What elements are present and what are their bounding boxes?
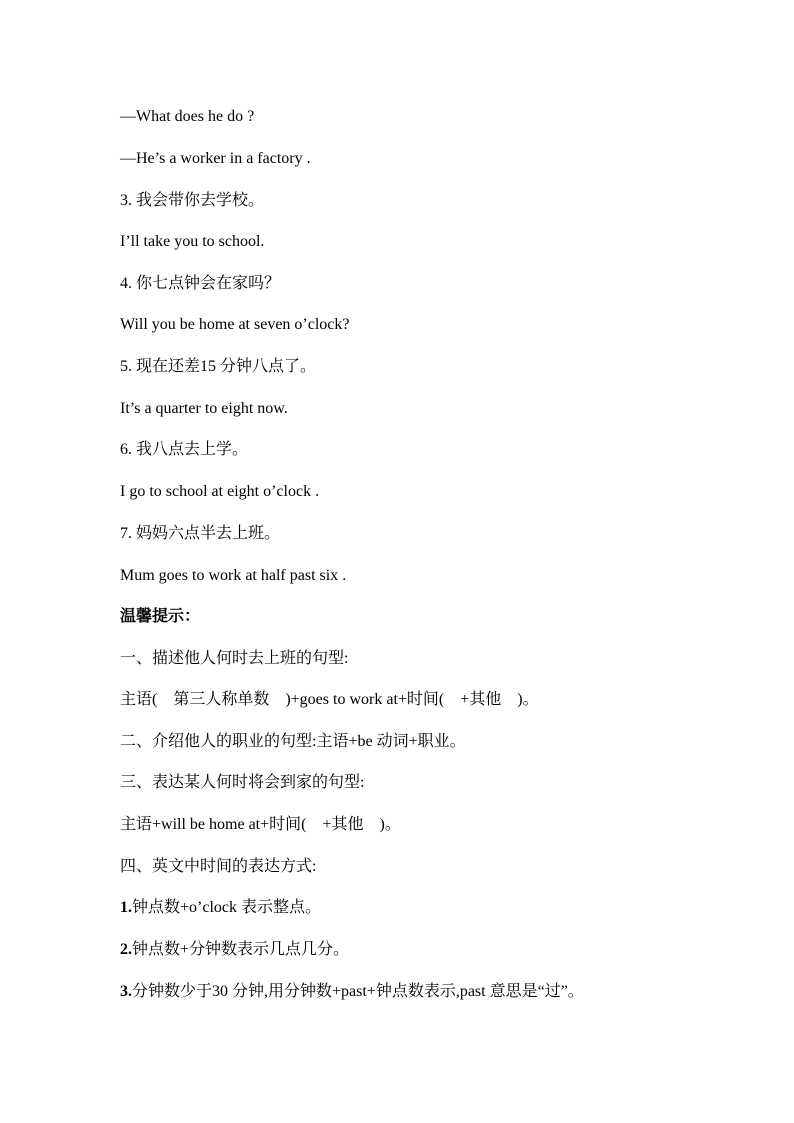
tips-heading: 温馨提示： (120, 608, 201, 625)
item-4-chinese: 4. 你七点钟会在家吗？ (120, 275, 281, 292)
item-5-english: It’s a quarter to eight now. (120, 400, 288, 417)
item-6-english: I go to school at eight o’clock . (120, 483, 320, 500)
item-5-chinese: 5. 现在还差15 分钟八点了。 (120, 358, 317, 375)
time-rule-3 (120, 982, 584, 1002)
tip-2: 二、介绍他人的职业的句型:主语+be 动词+职业。 (120, 733, 466, 750)
time-rule-2-number: 2. (120, 941, 132, 958)
dialogue-answer: —He’s a worker in a factory . (120, 150, 311, 167)
item-6-chinese: 6. 我八点去上学。 (120, 441, 249, 458)
time-rule-2 (120, 940, 349, 960)
time-rule-1-number: 1. (120, 899, 132, 916)
time-rule-2-text: 钟点数+分钟数表示几点几分。 (132, 941, 350, 958)
tip-1-pattern: 主语( 第三人称单数 )+goes to work at+时间( +其他 )。 (120, 691, 539, 708)
time-rule-3-number: 3. (120, 983, 132, 1000)
item-7-chinese: 7. 妈妈六点半去上班。 (120, 525, 281, 542)
item-3-english: I’ll take you to school. (120, 233, 265, 250)
time-rule-1-text: 钟点数+o’clock 表示整点。 (132, 899, 322, 916)
tip-3-pattern: 主语+will be home at+时间( +其他 )。 (120, 816, 401, 833)
time-rule-1 (120, 898, 321, 918)
tip-1-title: 一、描述他人何时去上班的句型: (120, 650, 349, 667)
item-7-english: Mum goes to work at half past six . (120, 567, 347, 584)
item-3-chinese: 3. 我会带你去学校。 (120, 192, 265, 209)
tip-3-title: 三、表达某人何时将会到家的句型: (120, 774, 365, 791)
tip-4-title: 四、英文中时间的表达方式: (120, 858, 317, 875)
item-4-english: Will you be home at seven o’clock? (120, 316, 350, 333)
dialogue-question: —What does he do ? (120, 108, 255, 125)
time-rule-3-text: 分钟数少于30 分钟,用分钟数+past+钟点数表示,past 意思是“过”。 (132, 983, 584, 1000)
